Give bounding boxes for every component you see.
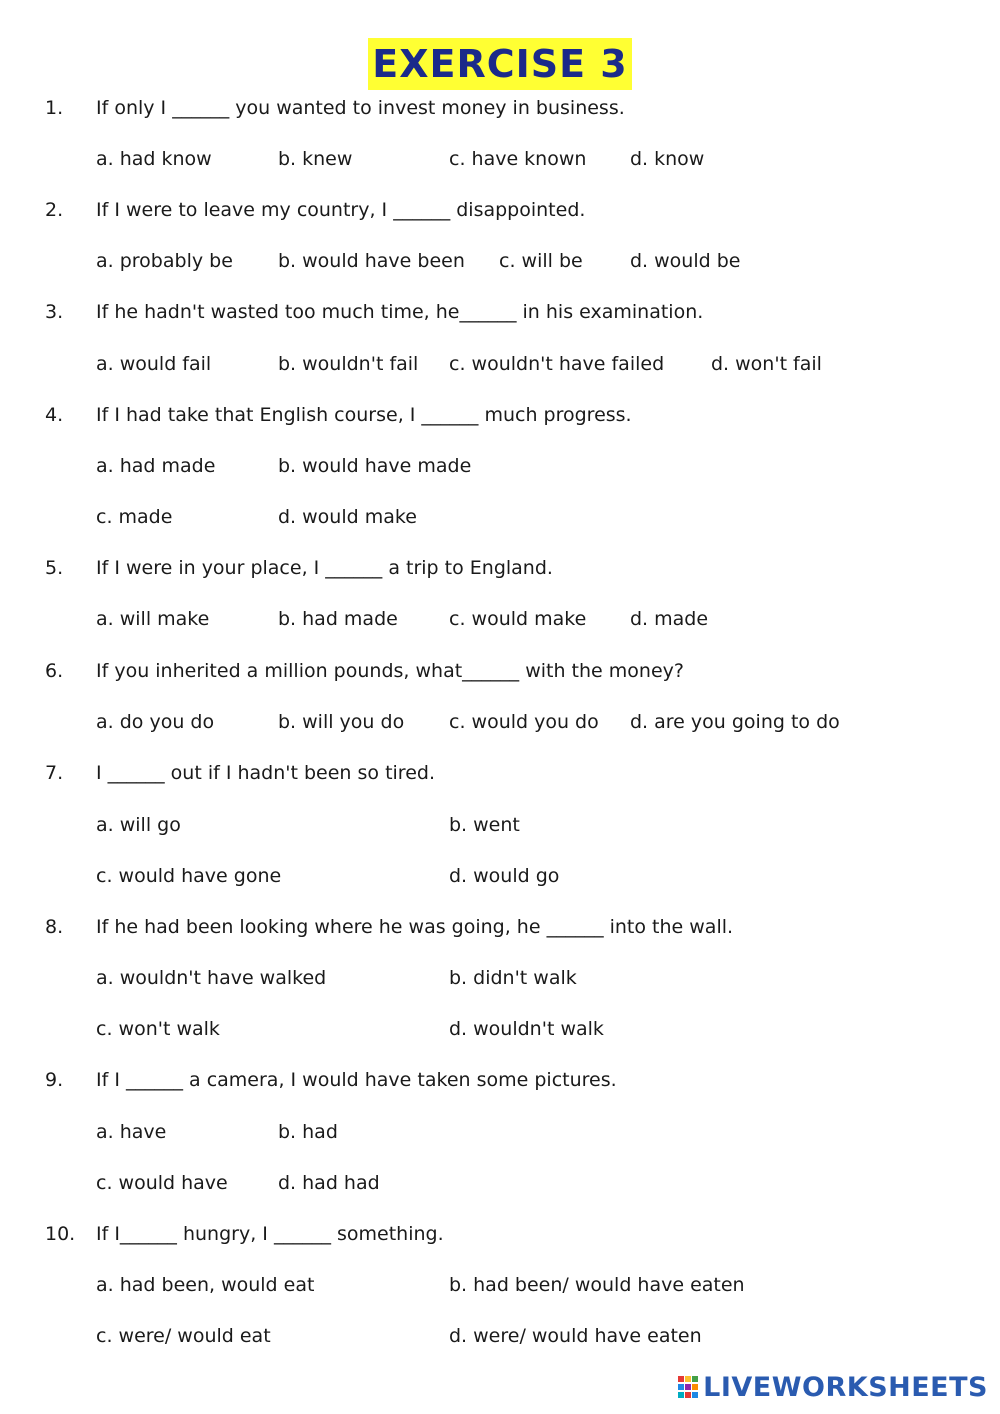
option-d[interactable]: d. know	[630, 148, 705, 170]
option-d[interactable]: d. won't fail	[711, 353, 822, 375]
option-b[interactable]: b. would have made	[278, 455, 472, 477]
option-a[interactable]: a. had know	[96, 148, 212, 170]
option-b[interactable]: b. went	[449, 814, 520, 836]
question-text: If I ______ a camera, I would have taken some pictures.	[96, 1069, 617, 1091]
option-d[interactable]: d. had had	[278, 1172, 380, 1194]
question-number: 10.	[45, 1223, 76, 1245]
option-a[interactable]: a. have	[96, 1121, 167, 1143]
option-b[interactable]: b. would have been	[278, 250, 465, 272]
option-d[interactable]: d. would go	[449, 865, 560, 887]
question-text: If he had been looking where he was going, he ______ into the wall.	[96, 916, 734, 938]
option-c[interactable]: c. would make	[449, 608, 587, 630]
question-text: If only I ______ you wanted to invest money in business.	[96, 97, 625, 119]
option-a[interactable]: a. will make	[96, 608, 210, 630]
option-b[interactable]: b. didn't walk	[449, 967, 577, 989]
option-b[interactable]: b. had been/ would have eaten	[449, 1274, 745, 1296]
option-d[interactable]: d. would be	[630, 250, 741, 272]
question-number: 6.	[45, 660, 64, 682]
question-text: If he hadn't wasted too much time, he______ in his examination.	[96, 301, 704, 323]
option-b[interactable]: b. had	[278, 1121, 338, 1143]
question-number: 5.	[45, 557, 64, 579]
question-number: 2.	[45, 199, 64, 221]
option-c[interactable]: c. have known	[449, 148, 587, 170]
option-b[interactable]: b. wouldn't fail	[278, 353, 419, 375]
option-b[interactable]: b. knew	[278, 148, 353, 170]
option-a[interactable]: a. had made	[96, 455, 216, 477]
question-number: 3.	[45, 301, 64, 323]
option-c[interactable]: c. were/ would eat	[96, 1325, 271, 1347]
question-text: If I______ hungry, I ______ something.	[96, 1223, 444, 1245]
option-c[interactable]: c. will be	[499, 250, 583, 272]
question-text: If I had take that English course, I ______ much progress.	[96, 404, 632, 426]
option-a[interactable]: a. probably be	[96, 250, 233, 272]
option-c[interactable]: c. won't walk	[96, 1018, 220, 1040]
option-a[interactable]: a. wouldn't have walked	[96, 967, 327, 989]
question-text: If I were in your place, I ______ a trip to England.	[96, 557, 553, 579]
option-d[interactable]: d. wouldn't walk	[449, 1018, 604, 1040]
title-container	[0, 38, 1000, 90]
option-c[interactable]: c. would have gone	[96, 865, 282, 887]
option-a[interactable]: a. will go	[96, 814, 181, 836]
option-a[interactable]: a. had been, would eat	[96, 1274, 315, 1296]
option-b[interactable]: b. will you do	[278, 711, 405, 733]
option-b[interactable]: b. had made	[278, 608, 398, 630]
option-c[interactable]: c. wouldn't have failed	[449, 353, 665, 375]
question-text: If you inherited a million pounds, what______ with the money?	[96, 660, 684, 682]
liveworksheets-logo[interactable]	[677, 1372, 988, 1402]
option-d[interactable]: d. are you going to do	[630, 711, 840, 733]
option-a[interactable]: a. would fail	[96, 353, 212, 375]
question-number: 7.	[45, 762, 64, 784]
option-c[interactable]: c. made	[96, 506, 173, 528]
question-text: If I were to leave my country, I ______ disappointed.	[96, 199, 586, 221]
option-d[interactable]: d. were/ would have eaten	[449, 1325, 702, 1347]
question-number: 1.	[45, 97, 64, 119]
option-d[interactable]: d. made	[630, 608, 709, 630]
question-number: 9.	[45, 1069, 64, 1091]
liveworksheets-logo-icon	[677, 1374, 699, 1400]
question-text: I ______ out if I hadn't been so tired.	[96, 762, 435, 784]
page-title: EXERCISE 3	[368, 38, 632, 90]
logo-text: LIVEWORKSHEETS	[703, 1371, 988, 1403]
option-d[interactable]: d. would make	[278, 506, 417, 528]
option-a[interactable]: a. do you do	[96, 711, 215, 733]
question-number: 8.	[45, 916, 64, 938]
option-c[interactable]: c. would you do	[449, 711, 599, 733]
option-c[interactable]: c. would have	[96, 1172, 228, 1194]
question-number: 4.	[45, 404, 64, 426]
